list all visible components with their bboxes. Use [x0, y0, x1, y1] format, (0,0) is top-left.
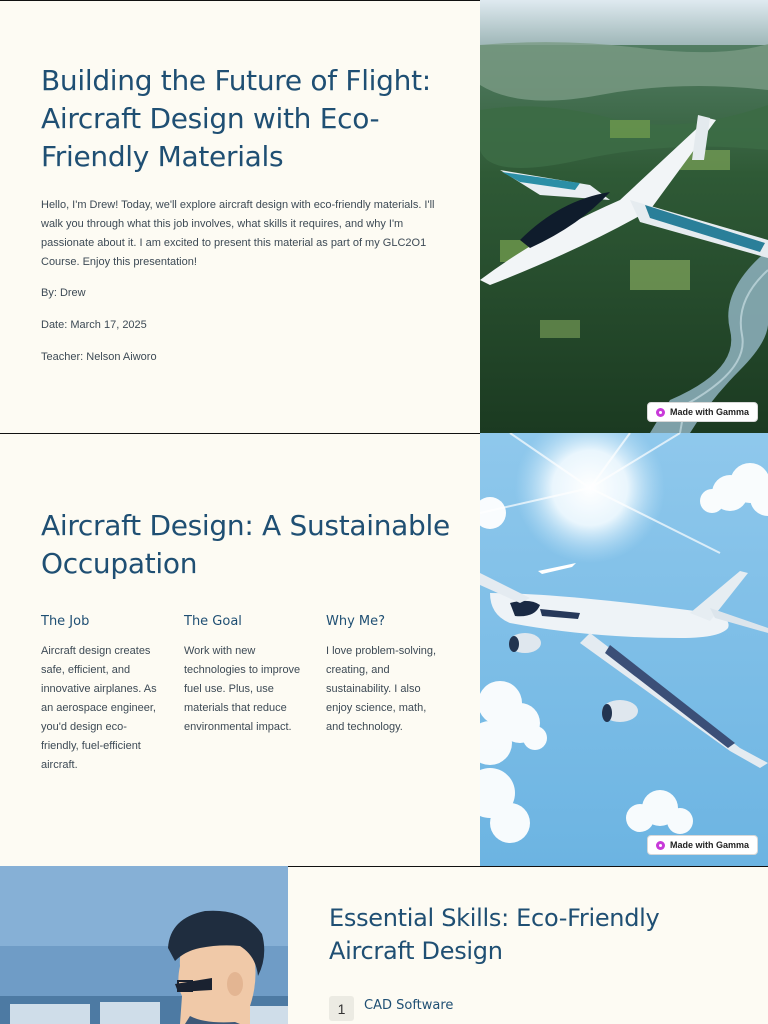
column-why-me	[326, 614, 446, 737]
column-heading: The Goal	[184, 614, 242, 629]
made-with-gamma-badge[interactable]	[647, 835, 758, 855]
skill-label: CAD Software	[364, 998, 454, 1013]
column-the-job	[41, 614, 159, 775]
column-the-goal	[184, 614, 302, 737]
badge-label: Made with Gamma	[670, 840, 750, 850]
slide-3-title: Essential Skills: Eco-Friendly Aircraft Design	[329, 904, 660, 965]
white-aircraft-over-forest-valley-image	[480, 0, 768, 433]
made-with-gamma-badge[interactable]	[647, 402, 758, 422]
column-text: I love problem-solving, creating, and sustainability. I also enjoy science, math, and technology.	[326, 645, 437, 733]
solar-aircraft-in-blue-sky-image	[480, 433, 768, 866]
engineer-at-computer-illustration	[0, 866, 288, 1024]
slide-1-title: Building the Future of Flight: Aircraft Design with Eco-Friendly Materials	[41, 64, 431, 173]
teacher-line: Teacher: Nelson Aiworo	[41, 351, 157, 363]
column-text: Aircraft design creates safe, efficient, and innovative airplanes. As an aerospace engineer, you'd design eco-friendly, fuel-efficient aircraft.	[41, 645, 157, 771]
skill-number-badge: 1	[329, 996, 354, 1021]
date-line: Date: March 17, 2025	[41, 319, 147, 331]
gamma-logo-icon	[656, 408, 665, 417]
gamma-logo-icon	[656, 841, 665, 850]
column-text: Work with new technologies to improve fuel use. Plus, use materials that reduce environmental impact.	[184, 645, 301, 733]
slide-2-title: Aircraft Design: A Sustainable Occupation	[41, 509, 450, 580]
column-heading: The Job	[41, 614, 90, 629]
column-heading: Why Me?	[326, 614, 386, 629]
slide-1-intro: Hello, I'm Drew! Today, we'll explore aircraft design with eco-friendly materials. I'll walk you through what this job involves, what skills it requires, and why I'm passionate about it. I am excited to present this material as part of my GLC2O1 Course. Enjoy this presentation!	[41, 199, 435, 268]
author-line: By: Drew	[41, 287, 86, 299]
badge-label: Made with Gamma	[670, 407, 750, 417]
